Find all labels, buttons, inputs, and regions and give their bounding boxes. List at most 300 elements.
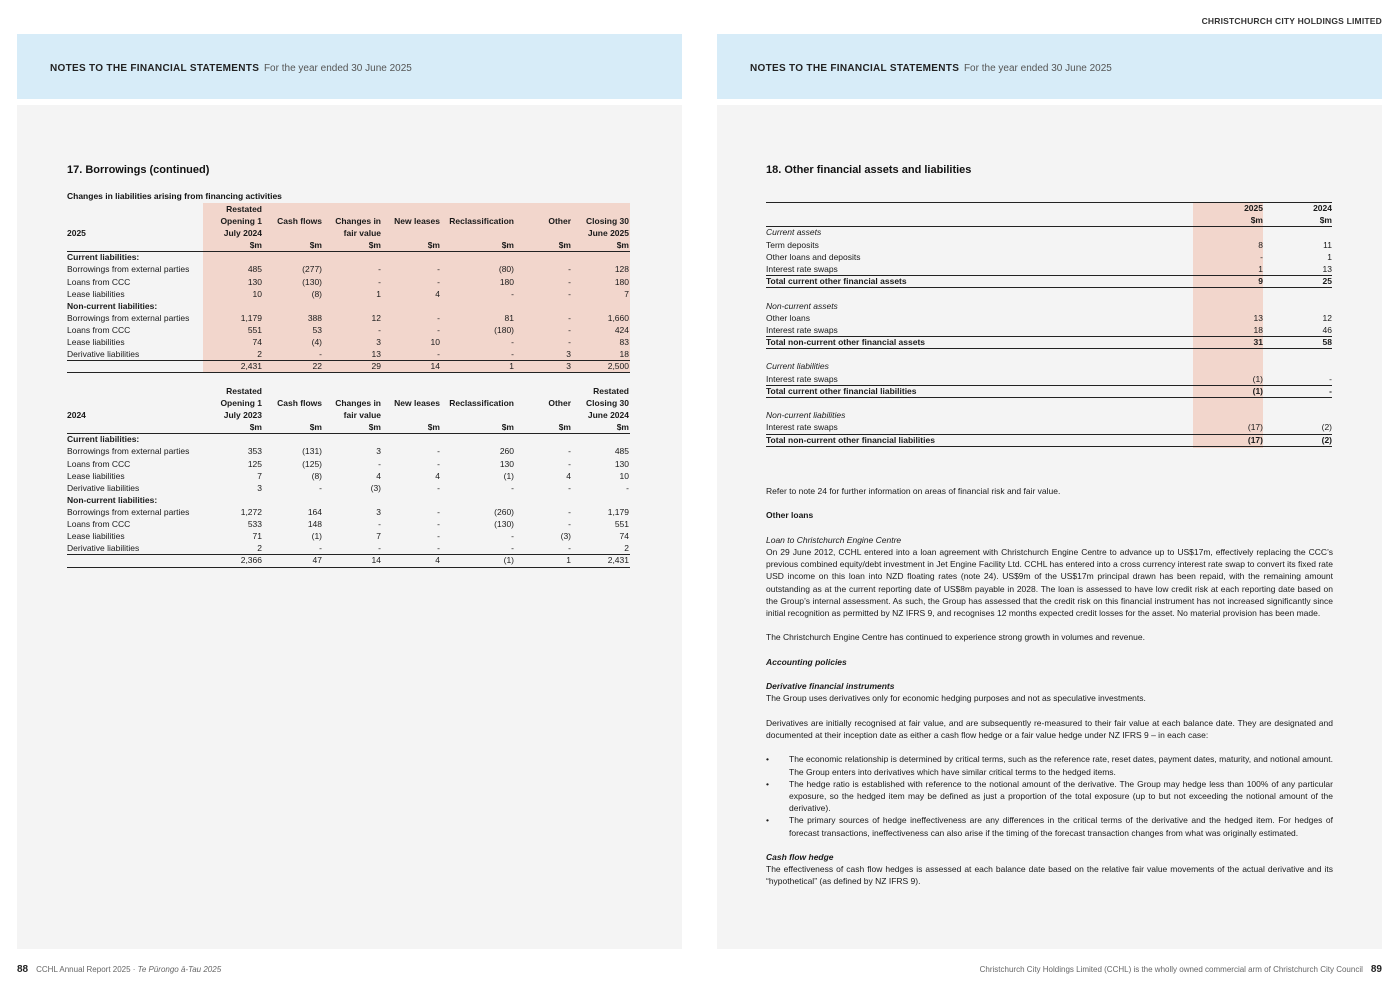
row-label: Lease liabilities [67, 337, 125, 348]
table-row [766, 312, 1332, 324]
header-cell: Restated [226, 386, 262, 396]
table-cell: 4 [435, 288, 440, 299]
table-cell: 7 [376, 531, 381, 542]
other-financial-table [766, 202, 1332, 446]
table-cell: 424 [614, 324, 629, 335]
header-cell: $m [309, 240, 322, 251]
header-cell: $m [501, 240, 514, 251]
derivative-paragraph: The Group uses derivatives only for economic hedging purposes and not as speculative investments. [766, 693, 1146, 704]
table-header-row [67, 397, 630, 409]
table-cell: 10 [430, 337, 440, 348]
table-row [766, 324, 1332, 336]
table-cell: - [437, 506, 440, 517]
table-cell: - [568, 276, 571, 287]
table-row [67, 433, 630, 445]
row-label: Loans from CCC [67, 458, 131, 469]
left-page-band [17, 34, 682, 99]
table-cell: - [378, 276, 381, 287]
value-2024: 11 [1323, 239, 1332, 250]
table-cell: - [511, 482, 514, 493]
table-cell: (80) [498, 264, 514, 275]
table-row [67, 482, 630, 494]
table-row [67, 470, 630, 482]
cash-flow-paragraph: The effectiveness of cash flow hedges is assessed at each balance date based on the relative fair value movements of the actual derivative and its “hypothetical” (as defined by NZ IFRS 9). [766, 864, 1333, 887]
table-cell: (131) [302, 446, 322, 457]
value-2024: - [1329, 373, 1332, 384]
table-row [67, 518, 630, 530]
header-cell: $m [501, 422, 514, 433]
total-cell: 2,431 [607, 555, 629, 566]
borrowings-section-title: 17. Borrowings (continued) [67, 164, 210, 176]
header-cell: June 2025 [587, 228, 629, 239]
table-cell: (125) [302, 458, 322, 469]
table-row [766, 397, 1332, 409]
header-cell: Other [548, 398, 571, 409]
table-cell: (260) [494, 506, 514, 517]
table-cell: 2 [624, 543, 629, 554]
row-label: Current liabilities: [67, 434, 140, 445]
header-cell: $m [427, 240, 440, 251]
table-cell: - [511, 349, 514, 360]
table-cell: 4 [435, 470, 440, 481]
table-row [766, 287, 1332, 299]
bullet-dot: • [766, 754, 769, 765]
table-header-row [67, 215, 630, 227]
total-top-rule [766, 385, 1332, 386]
company-header: CHRISTCHURCH CITY HOLDINGS LIMITED [1201, 16, 1382, 26]
value-2024: 25 [1322, 276, 1332, 287]
loan-subheading: Loan to Christchurch Engine Centre [766, 534, 902, 545]
table-cell: 164 [307, 506, 322, 517]
total-cell: 4 [435, 555, 440, 566]
other-loans-heading: Other loans [766, 510, 814, 521]
year-header: 2024 [1313, 203, 1332, 213]
unit-header: $m [1250, 215, 1263, 226]
value-2024: - [1329, 385, 1332, 396]
total-cell: 2,431 [240, 361, 262, 372]
borrowings-table-caption: Changes in liabilities arising from financing activities [67, 191, 282, 201]
table-row [67, 251, 630, 263]
table-row [766, 226, 1332, 238]
table-row [67, 324, 630, 336]
table-cell: 130 [614, 458, 629, 469]
value-2025: (1) [1252, 385, 1263, 396]
total-top-rule [766, 336, 1332, 337]
table-row [766, 409, 1332, 421]
table-cell: 1,179 [607, 506, 629, 517]
header-cell: $m [368, 240, 381, 251]
table-cell: 3 [566, 349, 571, 360]
table-row [67, 348, 630, 360]
table-cell: - [378, 458, 381, 469]
left-page-number: 88 [17, 964, 29, 975]
value-2025: 1 [1258, 263, 1263, 274]
row-label: Current liabilities [766, 361, 829, 372]
total-top-rule [766, 275, 1332, 276]
bullet-item [766, 753, 1333, 777]
table-cell: 2 [257, 543, 262, 554]
table-cell: - [378, 324, 381, 335]
bullet-text: The economic relationship is determined by critical terms, such as the reference rate, reset dates, payment dates, maturity, and notional amount. The Group enters into derivatives which have similar critical terms to the hedged items. [789, 754, 1333, 777]
table-cell: - [437, 324, 440, 335]
header-cell: Reclassification [449, 216, 514, 227]
row-label: Borrowings from external parties [67, 446, 190, 457]
row-label: Borrowings from external parties [67, 312, 190, 323]
table-row [67, 288, 630, 300]
table-cell: 551 [247, 324, 262, 335]
header-cell: fair value [343, 228, 381, 239]
table-cell: - [511, 531, 514, 542]
total-row [67, 554, 630, 566]
total-cell: 2,366 [240, 555, 262, 566]
right-band-subtitle: For the year ended 30 June 2025 [963, 63, 1112, 74]
row-label: Non-current liabilities: [67, 494, 158, 505]
table-cell: 388 [307, 312, 322, 323]
loan-paragraph: On 29 June 2012, CCHL entered into a loan agreement with Christchurch Engine Centre to advance up to US$17m, effectively replacing the CCC’s previous combined equity/debt investment in Jet Engine Facility Ltd. CCHL has entered into a cross currency interest rate swap to convert its fixed rate USD income on this loan into NZD floating rates (note 24). US$9m of the US$17m principal drawn has been repaid, with the remaining amount outstanding as at the current reporting date of US$8m payable in 2028. The loan is assessed to have low credit risk at each reporting date based on the Group’s internal assessment. As such, the Group has assessed that the credit risk on this financial instrument has not increased significantly since initial recognition as permitted by NZ IFRS 9, and recognises 12 months expected credit losses for the asset. No material provision has been made. [766, 546, 1333, 618]
total-bottom-rule [766, 446, 1332, 447]
left-footer [17, 964, 221, 975]
table-cell: - [568, 446, 571, 457]
value-2024: 1 [1327, 251, 1332, 262]
table-row [766, 373, 1332, 385]
header-cell: Restated [226, 204, 262, 214]
total-row [766, 275, 1332, 287]
right-band-title [750, 63, 1112, 74]
table-cell: 260 [499, 446, 514, 457]
row-label: Borrowings from external parties [67, 506, 190, 517]
table-row [67, 542, 630, 554]
year-header-row [766, 202, 1332, 214]
total-row [766, 336, 1332, 348]
header-cell: June 2024 [587, 410, 629, 421]
value-2024: 58 [1322, 337, 1332, 348]
left-band-gap [17, 99, 682, 105]
table-cell: 485 [614, 446, 629, 457]
right-band-gap [717, 99, 1382, 105]
table-row [766, 239, 1332, 251]
value-2025: 8 [1258, 239, 1263, 250]
row-label: Term deposits [766, 239, 819, 250]
table-header-row [67, 385, 630, 397]
table-cell: 13 [371, 349, 381, 360]
table-header-row [67, 421, 630, 433]
table-row [766, 360, 1332, 372]
accounting-policies-heading: Accounting policies [766, 656, 847, 667]
value-2025: 31 [1253, 337, 1263, 348]
table-header-row [67, 239, 630, 251]
value-2024: (2) [1321, 434, 1332, 445]
table-cell: (180) [494, 324, 514, 335]
table-cell: - [626, 482, 629, 493]
header-cell: $m [558, 422, 571, 433]
header-cell: Reclassification [449, 398, 514, 409]
year-header: 2025 [1244, 203, 1263, 213]
row-label: Lease liabilities [67, 288, 125, 299]
row-label: Total non-current other financial liabilities [766, 434, 935, 445]
refer-note: Refer to note 24 for further information on areas of financial risk and fair value. [766, 486, 1061, 496]
table-cell: 1,660 [607, 312, 629, 323]
table-cell: - [437, 264, 440, 275]
bottom-rule [67, 567, 630, 568]
unit-header: $m [1319, 215, 1332, 226]
borrowings-table-2025 [67, 203, 630, 372]
left-footer-text-italic: Te Pūrongo ā-Tau 2025 [137, 965, 222, 974]
bullet-text: The primary sources of hedge ineffectiveness are any differences in the critical terms of the derivative and the hedged item. For hedges of forecast transactions, ineffectiveness can also arise if the timing of the forecast transaction changes from what was originally estimated. [789, 815, 1333, 838]
table-cell: (277) [302, 264, 322, 275]
table-cell: 3 [376, 506, 381, 517]
header-cell: Opening 1 [220, 398, 262, 409]
total-cell: 2,500 [607, 361, 629, 372]
table-cell: (4) [311, 337, 322, 348]
table-cell: (130) [302, 276, 322, 287]
header-cell: $m [249, 240, 262, 251]
row-label: Derivative liabilities [67, 349, 140, 360]
value-2024: 46 [1322, 324, 1332, 335]
table-cell: 71 [252, 531, 262, 542]
row-label: Borrowings from external parties [67, 264, 190, 275]
right-footer-text: Christchurch City Holdings Limited (CCHL) is the wholly owned commercial arm of Christchurch City Council [979, 965, 1363, 974]
table-cell: (8) [311, 288, 322, 299]
right-page-number: 89 [1370, 964, 1382, 975]
table-cell: (1) [503, 470, 514, 481]
table-cell: - [437, 543, 440, 554]
bullet-item [766, 778, 1333, 815]
value-2025: 18 [1253, 324, 1263, 335]
table-cell: 3 [376, 337, 381, 348]
table-cell: 353 [247, 446, 262, 457]
row-label: Total non-current other financial assets [766, 337, 926, 348]
table-row [766, 300, 1332, 312]
table-cell: 2 [257, 349, 262, 360]
table-cell: - [568, 458, 571, 469]
unit-header-row [766, 214, 1332, 226]
row-label: Interest rate swaps [766, 324, 838, 335]
table-cell: 551 [614, 519, 629, 530]
table-cell: - [437, 276, 440, 287]
left-band-heading: NOTES TO THE FINANCIAL STATEMENTS [50, 63, 260, 74]
table-row [67, 445, 630, 457]
left-band-subtitle: For the year ended 30 June 2025 [263, 63, 412, 74]
header-cell: $m [616, 422, 629, 433]
total-cell: 22 [312, 361, 322, 372]
value-2025: - [1260, 251, 1263, 262]
engine-paragraph: The Christchurch Engine Centre has continued to experience strong growth in volumes and revenue. [766, 632, 1145, 643]
row-label: Loans from CCC [67, 276, 131, 287]
row-label: Interest rate swaps [766, 422, 838, 433]
total-cell: 29 [371, 361, 381, 372]
table-cell: 74 [252, 337, 262, 348]
table-cell: - [568, 506, 571, 517]
table-row [766, 421, 1332, 433]
table-cell: 1,272 [240, 506, 262, 517]
table-header-row [67, 409, 630, 421]
header-cell: Restated [593, 386, 629, 396]
table-cell: 485 [247, 264, 262, 275]
total-cell: 14 [430, 361, 440, 372]
row-label: Current assets [766, 227, 822, 238]
table-cell: - [568, 519, 571, 530]
total-row [766, 434, 1332, 446]
cash-flow-heading: Cash flow hedge [766, 851, 834, 862]
table-cell: 180 [499, 276, 514, 287]
derivative-heading: Derivative financial instruments [766, 681, 895, 692]
table-cell: 10 [619, 470, 629, 481]
total-row [67, 360, 630, 372]
table-cell: 10 [252, 288, 262, 299]
header-cell: New leases [394, 216, 440, 227]
table-cell: 4 [376, 470, 381, 481]
header-cell: fair value [343, 410, 381, 421]
table-row [67, 263, 630, 275]
table-cell: 125 [247, 458, 262, 469]
table-cell: - [437, 349, 440, 360]
header-cell: $m [427, 422, 440, 433]
header-cell: $m [616, 240, 629, 251]
row-label: Lease liabilities [67, 470, 125, 481]
table-cell: 83 [619, 337, 629, 348]
header-cell: 2024 [67, 410, 86, 421]
table-cell: (1) [311, 531, 322, 542]
table-cell: - [568, 543, 571, 554]
header-cell: $m [249, 422, 262, 433]
row-label: Loans from CCC [67, 519, 131, 530]
table-row [766, 348, 1332, 360]
table-row [766, 263, 1332, 275]
header-cell: Other [548, 216, 571, 227]
row-label: Derivative liabilities [67, 543, 140, 554]
header-cell: Closing 30 [586, 216, 629, 227]
table-cell: (130) [494, 519, 514, 530]
row-label: Loans from CCC [67, 324, 131, 335]
table-cell: - [437, 446, 440, 457]
header-cell: New leases [394, 398, 440, 409]
left-band-title [50, 63, 412, 74]
row-label: Interest rate swaps [766, 373, 838, 384]
row-label: Interest rate swaps [766, 263, 838, 274]
header-cell: Cash flows [277, 398, 322, 409]
row-label: Total current other financial assets [766, 276, 907, 287]
value-2025: (1) [1252, 373, 1263, 384]
table-cell: - [511, 337, 514, 348]
table-row [67, 506, 630, 518]
table-cell: - [568, 324, 571, 335]
row-label: Non-current liabilities [766, 410, 846, 421]
header-cell: Changes in [335, 216, 381, 227]
table-cell: 148 [307, 519, 322, 530]
table-cell: 7 [624, 288, 629, 299]
table-cell: 130 [247, 276, 262, 287]
header-cell: Closing 30 [586, 398, 629, 409]
table-cell: (8) [311, 470, 322, 481]
table-cell: - [568, 312, 571, 323]
table-cell: 53 [312, 324, 322, 335]
total-row [766, 385, 1332, 397]
header-cell: $m [309, 422, 322, 433]
table-row [67, 530, 630, 542]
row-label: Current liabilities: [67, 252, 140, 263]
value-2025: (17) [1247, 422, 1263, 433]
table-header-row [67, 227, 630, 239]
table-cell: - [511, 288, 514, 299]
right-text-block [766, 485, 1333, 888]
table-cell: 74 [619, 531, 629, 542]
table-cell: (3) [370, 482, 381, 493]
bullet-dot: • [766, 778, 769, 789]
other-financial-section-title: 18. Other financial assets and liabilities [766, 164, 972, 176]
bullet-text: The hedge ratio is established with reference to the notional amount of the derivative. The Group may hedge less than 100% of any particular exposure, so the hedged item may be defined as just a proportion of the total exposure (up to but not exceeding the notional amount of the derivative). [789, 778, 1333, 814]
table-cell: - [319, 349, 322, 360]
table-cell: - [437, 458, 440, 469]
table-cell: 180 [614, 276, 629, 287]
table-row [67, 494, 630, 506]
table-cell: 3 [257, 482, 262, 493]
table-cell: - [378, 264, 381, 275]
table-cell: - [437, 519, 440, 530]
right-page-band [717, 34, 1382, 99]
value-2025: (17) [1247, 434, 1263, 445]
table-cell: 130 [499, 458, 514, 469]
right-footer [980, 964, 1382, 975]
value-2024: 13 [1322, 263, 1332, 274]
table-cell: - [437, 482, 440, 493]
header-cell: Cash flows [277, 216, 322, 227]
total-cell: 3 [566, 361, 571, 372]
bottom-rule [67, 372, 630, 373]
table-cell: 1 [376, 288, 381, 299]
bullet-dot: • [766, 815, 769, 826]
table-cell: - [378, 543, 381, 554]
header-cell: $m [558, 240, 571, 251]
header-cell: 2025 [67, 228, 86, 239]
table-row [67, 312, 630, 324]
value-2024: 12 [1322, 312, 1332, 323]
total-cell: 47 [312, 555, 322, 566]
table-row [766, 251, 1332, 263]
table-cell: - [319, 543, 322, 554]
table-cell: 4 [566, 470, 571, 481]
row-label: Non-current assets [766, 300, 838, 311]
table-cell: - [437, 312, 440, 323]
table-header-row [67, 203, 630, 215]
table-cell: - [319, 482, 322, 493]
value-2025: 9 [1258, 276, 1263, 287]
table-cell: 7 [257, 470, 262, 481]
table-cell: - [568, 482, 571, 493]
row-label: Other loans and deposits [766, 251, 861, 262]
total-cell: 1 [509, 361, 514, 372]
table-cell: 128 [614, 264, 629, 275]
row-label: Lease liabilities [67, 531, 125, 542]
row-label: Total current other financial liabilities [766, 385, 917, 396]
table-cell: - [568, 337, 571, 348]
table-cell: 533 [247, 519, 262, 530]
borrowings-table-2024 [67, 385, 630, 566]
header-cell: July 2023 [223, 410, 262, 421]
derivative-paragraph-2: Derivatives are initially recognised at fair value, and are subsequently re-measured to their fair value at each balance date. They are designated and documented at their inception date as either a cash flow hedge or a fair value hedge under NZ IFRS 9 – in each case: [766, 717, 1333, 740]
table-cell: 3 [376, 446, 381, 457]
table-row [67, 458, 630, 470]
table-cell: - [568, 288, 571, 299]
bullet-item [766, 814, 1333, 838]
left-footer-text: CCHL Annual Report 2025 · [36, 965, 138, 974]
table-cell: 18 [619, 349, 629, 360]
row-label: Non-current liabilities: [67, 300, 158, 311]
table-cell: - [511, 543, 514, 554]
table-row [67, 336, 630, 348]
total-cell: (1) [503, 555, 514, 566]
table-cell: 12 [371, 312, 381, 323]
row-label: Derivative liabilities [67, 482, 140, 493]
